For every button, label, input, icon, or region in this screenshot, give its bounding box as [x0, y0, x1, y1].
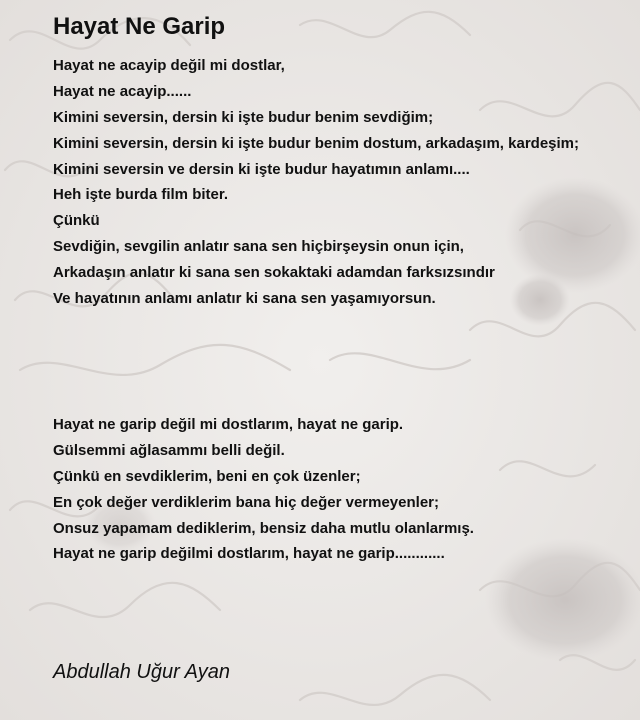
poem-line: Kimini seversin ve dersin ki işte budur hayatımın anlamı.... [53, 160, 470, 178]
poem-author: Abdullah Uğur Ayan [53, 661, 230, 683]
poem-line: Hayat ne garip değilmi dostlarım, hayat ne garip............ [53, 545, 445, 563]
poem-line: Onsuz yapamam dediklerim, bensiz daha mutlu olanlarmış. [53, 519, 474, 537]
poem-line: Kimini seversin, dersin ki işte budur benim dostum, arkadaşım, kardeşim; [53, 134, 580, 152]
poem-line: Kimini seversin, dersin ki işte budur benim sevdiğim; [53, 108, 434, 126]
poem-line: Hayat ne garip değil mi dostlarım, hayat ne garip. [53, 416, 404, 433]
poem-line: Hayat ne acayip değil mi dostlar, [53, 57, 285, 74]
poem-line: Sevdiğin, sevgilin anlatır sana sen hiçbirşeysin onun için, [53, 238, 464, 256]
poem-stanza-2 [53, 412, 474, 567]
poem-line: Gülsemmi ağlasammı belli değil. [53, 441, 285, 459]
poem-line: Çünkü [53, 212, 100, 230]
poem-title: Hayat Ne Garip [53, 13, 226, 40]
poem-line: Çünkü en sevdiklerim, beni en çok üzenler; [53, 467, 361, 485]
poem-stanza-1 [53, 53, 579, 312]
poem-line: En çok değer verdiklerim bana hiç değer vermeyenler; [53, 493, 440, 511]
poem-line: Arkadaşın anlatır ki sana sen sokaktaki adamdan farksızsındır [53, 264, 495, 282]
poem-line: Ve hayatının anlamı anlatır ki sana sen yaşamıyorsun. [53, 290, 436, 308]
poem-line: Hayat ne acayip...... [53, 82, 192, 100]
poem-line: Heh işte burda film biter. [53, 186, 229, 204]
